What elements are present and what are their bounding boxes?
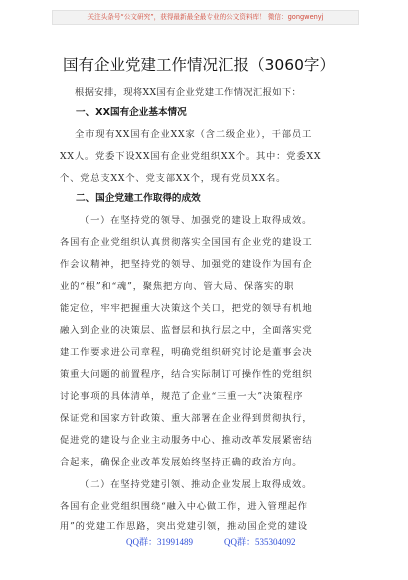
body-line: 讨论事项的具体清单，规范了企业“三重一大”决策程序 [60,391,304,402]
section-1-line: 个、党总支XX个、党支部XX个，现有党员XX名。 [60,173,287,184]
qq-group-2: QQ群：535304092 [224,537,296,547]
promo-banner: 关注头条号“公文研究”，获得最新最全最专业的公文资料库！ 微信：gongwenyj [52,10,359,25]
document-title: 国有企业党建工作情况汇报（3060字） [63,56,335,74]
section-1-heading: 一、XX国有企业基本情况 [76,107,187,118]
subsection-1-heading: （一）在坚持党的领导、加强党的建设上取得成效。 [80,215,313,226]
body-line: 融入到企业的决策层、监督层和执行层之中，全面落实党 [60,325,313,336]
body-line: 策重大问题的前置程序，结合实际制订可操作性的党组织 [60,369,313,380]
section-1-line: XX人。党委下设XX国有企业党组织XX个。其中：党委XX [60,151,322,162]
body-line: 业的“根”和“魂”，聚焦把方向、管大局、保落实的职 [60,281,295,292]
intro-paragraph: 根据安排，现将XX国有企业党建工作情况汇报如下： [75,87,302,98]
footer [0,535,408,549]
body-line: 保证党和国家方针政策、重大部署在企业得到贯彻执行， [60,413,313,424]
body-line: 各国有企业党组织认真贯彻落实全国国有企业党的建设工 [60,237,313,248]
section-2-heading: 二、国企党建工作取得的成效 [76,193,201,204]
body-line: 作会议精神，把坚持党的领导、加强党的建设作为国有企 [60,259,313,270]
body-line: 各国有企业党组织围绕“融入中心做工作，进入管理起作 [60,501,308,512]
body-line: 建工作要求进公司章程，明确党组织研究讨论是董事会决 [60,347,313,358]
qq-group-1: QQ群：31991489 [126,537,193,547]
body-line: 用”的党建工作思路，突出党建引领，推动国企党的建设 [60,521,308,532]
body-line: 合起来，确保企业改革发展始终坚持正确的政治方向。 [60,457,303,468]
body-line: 促进党的建设与企业主动服务中心、推动改革发展紧密结 [60,435,313,446]
subsection-2-heading: （二）在坚持党建引领、推动企业发展上取得成效。 [80,479,313,490]
section-1-line: 全市现有XX国有企业XX家（含二级企业），干部员工 [75,129,313,140]
body-line: 能定位，牢牢把握重大决策这个关口，把党的领导有机地 [60,303,313,314]
